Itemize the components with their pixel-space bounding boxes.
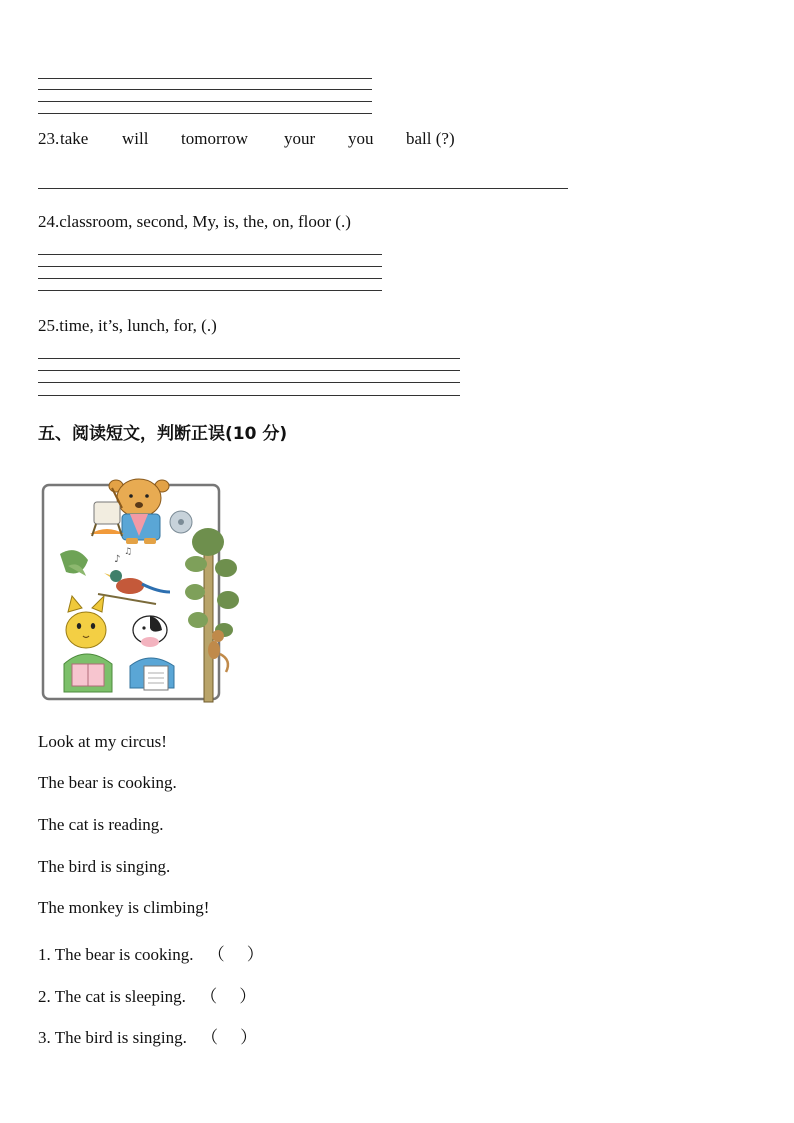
circus-illustration [38, 458, 244, 706]
word-card: take [60, 129, 89, 148]
answer-line-q23[interactable] [38, 188, 568, 189]
judgement-statement: 2. The cat is sleeping. [38, 987, 186, 1006]
word-card: will [122, 129, 149, 148]
answer-line [38, 101, 372, 102]
answer-parentheses[interactable]: （ ） [207, 945, 264, 964]
svg-text:♫: ♫ [124, 547, 133, 557]
word-card: your [284, 129, 316, 148]
judgement-statement: 1. The bear is cooking. [38, 945, 194, 964]
question-number: 23. [38, 129, 60, 148]
answer-line [38, 395, 460, 396]
word-card: tomorrow [181, 129, 249, 148]
answer-line [38, 278, 382, 279]
answer-line [38, 254, 382, 255]
passage-line: The cat is reading. [38, 815, 164, 834]
answer-line [38, 89, 372, 90]
judgement-item-1 [38, 940, 266, 965]
question-23 [38, 129, 518, 151]
question-25: 25.time, it’s, lunch, for, (.) [38, 316, 217, 335]
passage-line: The bird is singing. [38, 857, 171, 876]
passage-line: The monkey is climbing! [38, 898, 210, 917]
passage-line: Look at my circus! [38, 732, 167, 751]
answer-parentheses[interactable]: （ ） [201, 1028, 258, 1047]
answer-parentheses[interactable]: （ ） [200, 987, 257, 1006]
answer-line [38, 358, 460, 359]
answer-line [38, 113, 372, 114]
answer-line [38, 382, 460, 383]
answer-line [38, 370, 460, 371]
section-heading: 五、阅读短文，判断正误(10 分) [38, 424, 288, 444]
judgement-statement: 3. The bird is singing. [38, 1028, 187, 1047]
answer-line [38, 78, 372, 79]
judgement-item-2 [38, 982, 258, 1007]
word-card: ball (?) [406, 129, 455, 148]
answer-line [38, 266, 382, 267]
answer-line [38, 290, 382, 291]
svg-text:♪: ♪ [114, 554, 121, 565]
question-24: 24.classroom, second, My, is, the, on, floor (.) [38, 212, 351, 231]
word-card: you [348, 129, 374, 148]
passage-line: The bear is cooking. [38, 773, 177, 792]
judgement-item-3 [38, 1023, 259, 1048]
